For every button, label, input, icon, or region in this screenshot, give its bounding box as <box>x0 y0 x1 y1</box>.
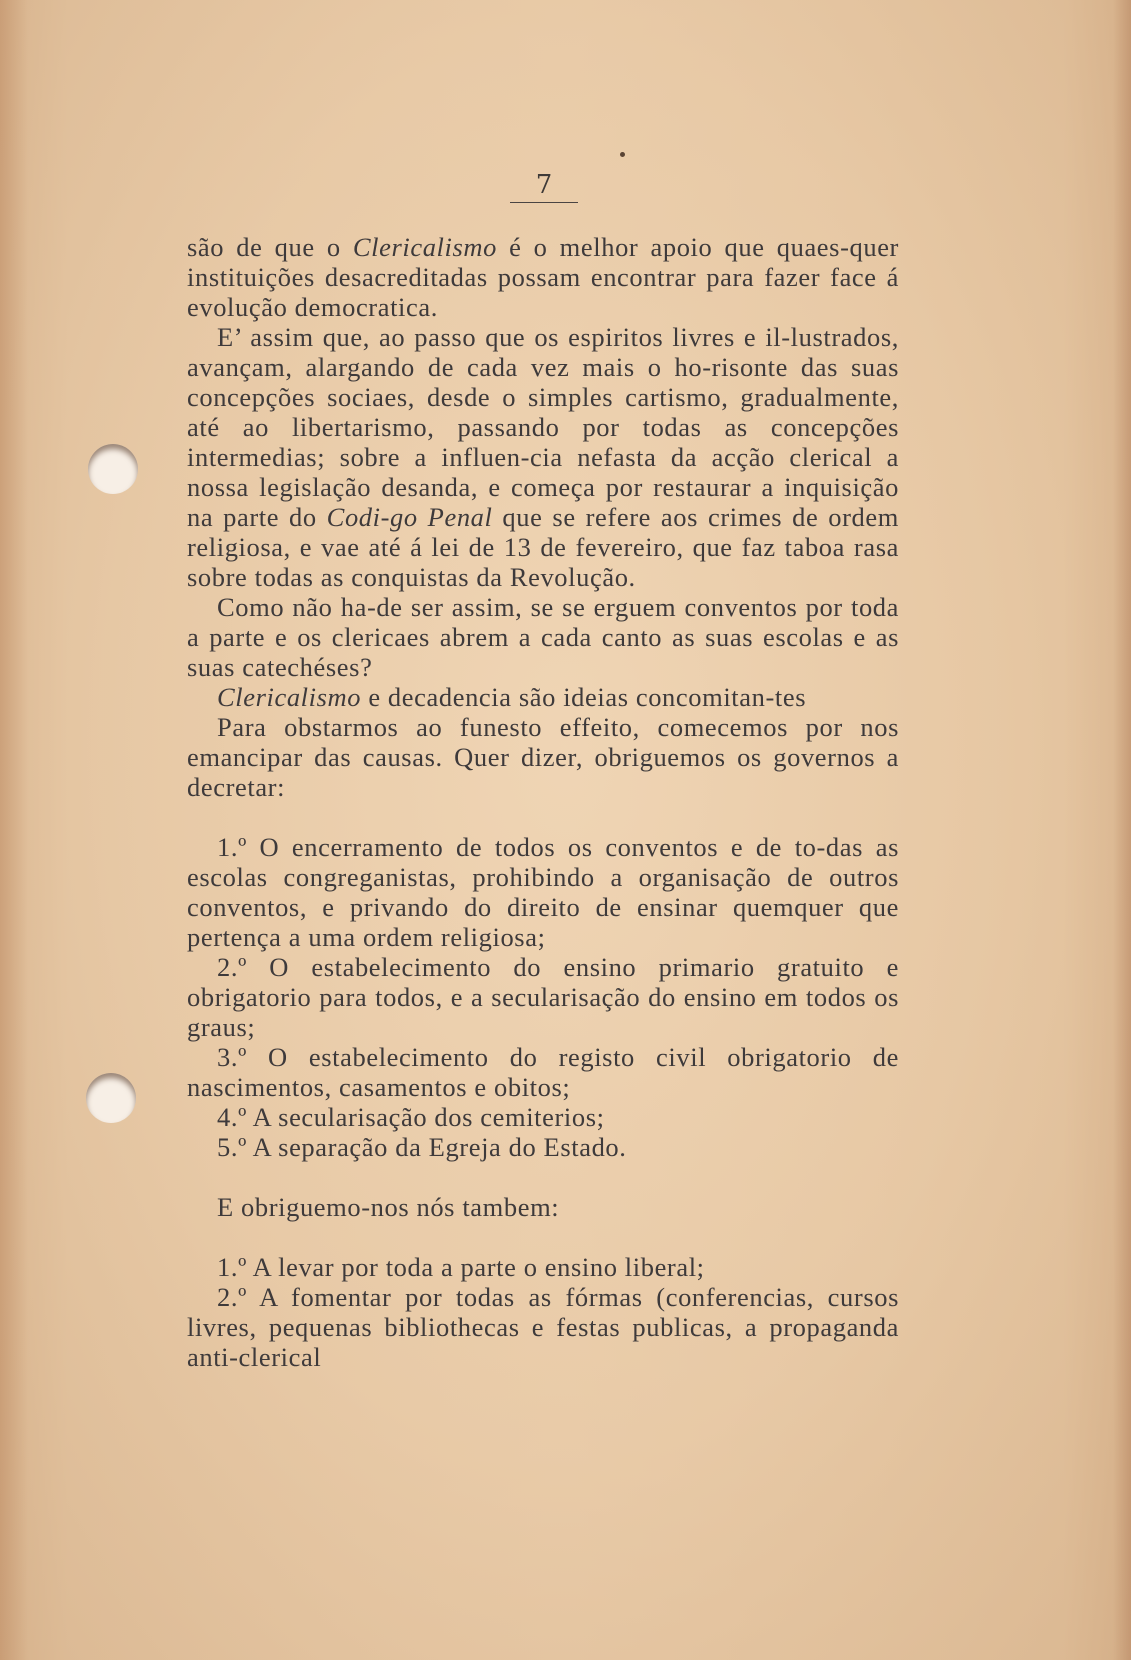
paragraph-2-end: que se refere aos crimes de ordem religiosa, e vae até á lei de 13 de fevereiro, que faz taboa rasa sobre todas as conquistas da Revolução. <box>187 502 899 592</box>
obligation-heading: E obriguemo-nos nós tambem: <box>217 1192 560 1222</box>
emphasis-codigo-penal: Codi-go Penal <box>326 502 493 532</box>
emphasis-clericalismo-2: Clericalismo <box>217 682 362 712</box>
punch-hole-top <box>88 444 138 494</box>
paragraph-2-start: E’ assim que, ao passo que os espiritos livres e il-lustrados, avançam, alargando de cada vez mais o ho-risonte das suas concepções sociaes, desde o simples cartismo, gradualmente, até ao libertarismo, passando por todas as concepções intermedias; sobre a influen-cia nefasta da acção clerical a nossa legislação desanda, e começa por restaurar a inquisição na parte do <box>187 322 899 532</box>
paragraph-1-end: é o melhor apoio que quaes-quer instituições desacreditadas possam encontrar para fazer face á evolução democratica. <box>187 232 899 322</box>
decree-item-1: 1.º O encerramento de todos os conventos e de to-das as escolas congreganistas, prohibindo a organisação de outros conventos, e privando do direito de ensinar quemquer que pertença a uma ordem religiosa; <box>187 832 899 952</box>
spacer <box>187 1222 899 1252</box>
paragraph-4-end: e decadencia são ideias concomitan-tes <box>361 682 807 712</box>
ink-speck <box>620 152 625 157</box>
paragraph-3: Como não ha-de ser assim, se se erguem conventos por toda a parte e os clericaes abrem a cada canto as suas escolas e as suas catechéses? <box>187 592 899 682</box>
paragraph-4 <box>187 682 899 712</box>
emphasis-clericalismo: Clericalismo <box>352 232 497 262</box>
paragraph-5: Para obstarmos ao funesto effeito, comecemos por nos emancipar das causas. Quer dizer, obriguemos os governos a decretar: <box>187 712 899 802</box>
decree-item-4: 4.º A secularisação dos cemiterios; <box>217 1102 605 1132</box>
decree-item-2: 2.º O estabelecimento do ensino primario gratuito e obrigatorio para todos, e a secularisação do ensino em todos os graus; <box>187 952 899 1042</box>
punch-hole-bottom <box>86 1073 136 1123</box>
obligation-item-2: 2.º A fomentar por todas as fórmas (conferencias, cursos livres, pequenas bibliothecas e festas publicas, a propaganda anti-clerical <box>187 1282 899 1372</box>
decree-item-5: 5.º A separação da Egreja do Estado. <box>217 1132 627 1162</box>
page-edge-right <box>1113 0 1131 1660</box>
decree-item-3: 3.º O estabelecimento do registo civil obrigatorio de nascimentos, casamentos e obitos; <box>187 1042 899 1102</box>
spacer <box>187 802 899 832</box>
paragraph-2 <box>187 322 899 592</box>
paragraph-1 <box>187 232 899 322</box>
obligation-item-1: 1.º A levar por toda a parte o ensino liberal; <box>217 1252 705 1282</box>
page-edge-left <box>0 0 28 1660</box>
body-text <box>187 232 899 1372</box>
spacer <box>187 1162 899 1192</box>
paragraph-1-start: são de que o <box>187 232 353 262</box>
page-number: 7 <box>510 168 578 203</box>
